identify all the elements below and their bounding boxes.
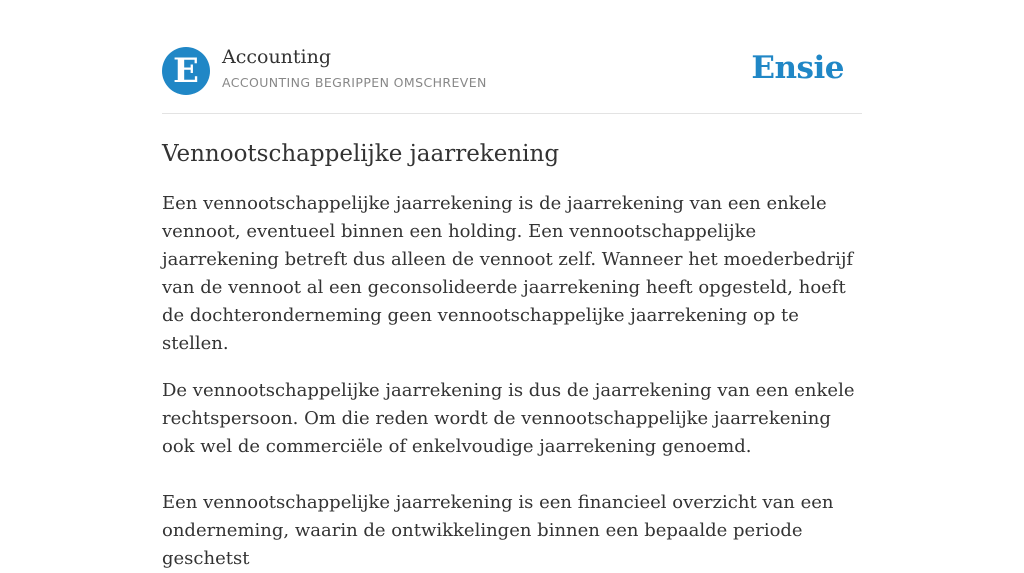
site-subtitle: ACCOUNTING BEGRIPPEN OMSCHREVEN <box>222 75 487 90</box>
article-paragraph: Een vennootschappelijke jaarrekening is de jaarrekening van een enkele vennoot, eventueel binnen een holding. Een vennootschappelijke jaarrekening betreft dus alleen de vennoot zelf. Wanneer het moederbedrijf van de vennoot al een geconsolideerde jaarrekening heeft opgesteld, hoeft de dochteronderneming geen vennootschappelijke jaarrekening op te stellen. <box>162 193 854 354</box>
site-header <box>162 0 862 114</box>
article-paragraph: Een vennootschappelijke jaarrekening is een financieel overzicht van een onderneming, waarin de ontwikkelingen binnen een bepaalde periode geschetst <box>162 492 834 569</box>
article-paragraph: De vennootschappelijke jaarrekening is dus de jaarrekening van een enkele rechtspersoon. Om die reden wordt de vennootschappelijke jaarrekening ook wel de commerciële of enkelvoudige jaarrekening genoemd. <box>162 380 855 457</box>
ensie-brand-logo[interactable]: Ensie <box>751 50 844 86</box>
article-title: Vennootschappelijke jaarrekening <box>162 141 560 167</box>
page-container <box>162 0 862 573</box>
site-name-link[interactable]: Accounting <box>222 46 332 68</box>
site-logo[interactable]: E <box>162 47 210 95</box>
